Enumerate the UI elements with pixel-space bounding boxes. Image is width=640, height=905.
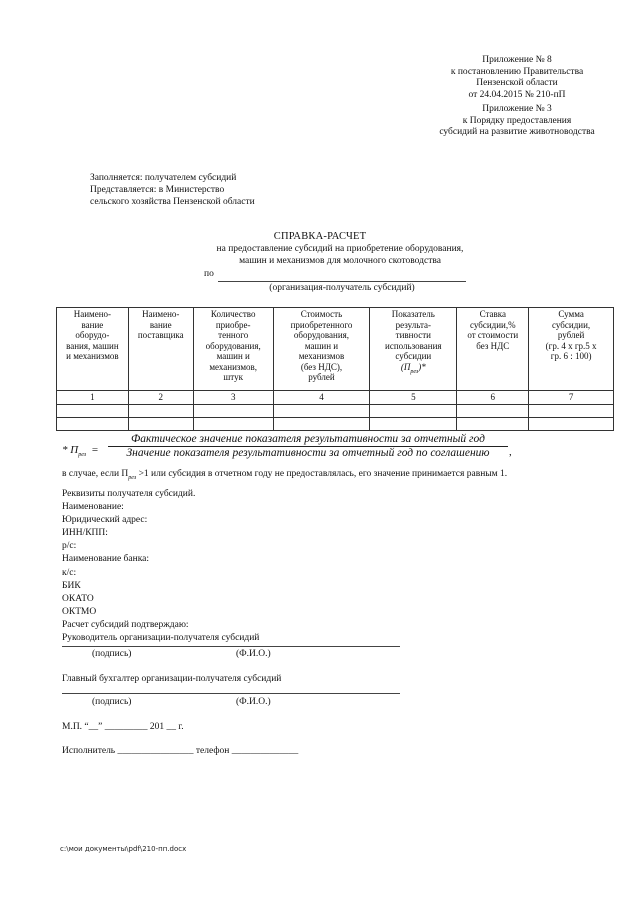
table-cell[interactable] bbox=[128, 417, 193, 430]
accountant-signature-caption: (подпись) bbox=[92, 697, 132, 707]
appendix-header bbox=[392, 55, 640, 139]
header-cost: Стоимость приобретенного оборудования, машин и механизмов (без НДС), рублей bbox=[273, 308, 370, 391]
table-cell[interactable] bbox=[193, 417, 273, 430]
table-cell[interactable] bbox=[57, 417, 129, 430]
appendix-region: Пензенской области bbox=[476, 78, 558, 88]
appendix-number: Приложение № 8 bbox=[482, 55, 552, 65]
column-number: 4 bbox=[273, 391, 370, 405]
document-title: СПРАВКА-РАСЧЕТ bbox=[273, 231, 367, 242]
oktmo-label: ОКТМО bbox=[62, 606, 97, 617]
table-cell[interactable] bbox=[57, 404, 129, 417]
fill-info bbox=[90, 172, 255, 208]
requisites-block bbox=[62, 488, 259, 645]
appendix-sub-number: Приложение № 3 bbox=[482, 104, 552, 114]
name-field-label: Наименование: bbox=[62, 502, 124, 513]
subtitle-line-2: машин и механизмов для молочного скотоводства bbox=[239, 255, 441, 266]
inn-kpp-label: ИНН/КПП: bbox=[62, 528, 108, 539]
formula-fraction bbox=[108, 433, 508, 459]
appendix-date: от 24.04.2015 № 210-пП bbox=[468, 89, 566, 100]
header-rate: Ставка субсидии,% от стоимости без НДС bbox=[457, 308, 529, 391]
column-number: 2 bbox=[128, 391, 193, 405]
account-label: р/с: bbox=[62, 541, 77, 552]
bank-name-label: Наименование банка: bbox=[62, 554, 150, 565]
column-number: 5 bbox=[370, 391, 457, 405]
bik-label: БИК bbox=[62, 580, 81, 591]
header-sum: Сумма субсидии, рублей (гр. 4 х гр.5 х гр. 6 : 100) bbox=[529, 308, 614, 391]
column-number: 6 bbox=[457, 391, 529, 405]
stamp-date: М.П. “__” _________ 201 __ г. bbox=[62, 722, 184, 732]
appendix-decree: к постановлению Правительства bbox=[450, 66, 584, 77]
executor-phone: Исполнитель ________________ телефон ______________ bbox=[62, 746, 299, 756]
column-number: 7 bbox=[529, 391, 614, 405]
ministry-name: сельского хозяйства Пензенской области bbox=[90, 197, 255, 207]
table-cell[interactable] bbox=[457, 417, 529, 430]
okato-label: ОКАТО bbox=[62, 593, 94, 604]
accountant-fio-caption: (Ф.И.О.) bbox=[236, 697, 271, 707]
table-cell[interactable] bbox=[370, 404, 457, 417]
submitted-to: Представляется: в Министерство bbox=[90, 185, 225, 195]
header-equipment: Наимено- вание оборудо- вания, машин и механизмов bbox=[57, 308, 129, 391]
accountant-label: Главный бухгалтер организации-получателя субсидий bbox=[62, 674, 282, 684]
calculation-table bbox=[56, 307, 614, 431]
head-label: Руководитель организации-получателя субсидий bbox=[62, 633, 260, 644]
table-cell[interactable] bbox=[273, 404, 370, 417]
appendix-procedure: к Порядку предоставления bbox=[462, 115, 572, 126]
legal-address-label: Юридический адрес: bbox=[62, 515, 148, 526]
subtitle-line-1: на предоставление субсидий на приобретение оборудования, bbox=[216, 244, 464, 254]
head-fio-caption: (Ф.И.О.) bbox=[236, 649, 271, 659]
organization-line bbox=[218, 281, 466, 282]
appendix-subject: субсидий на развитие животноводства bbox=[439, 127, 595, 137]
head-signature-line bbox=[62, 646, 400, 647]
table-header-row bbox=[57, 308, 614, 391]
requisites-heading: Реквизиты получателя субсидий. bbox=[62, 489, 196, 499]
organization-caption: (организация-получатель субсидий) bbox=[269, 283, 415, 293]
table-cell[interactable] bbox=[273, 417, 370, 430]
table-number-row bbox=[57, 391, 614, 405]
formula-comma: , bbox=[509, 446, 512, 458]
by-label: по bbox=[204, 269, 214, 279]
formula-denominator: Значение показателя результативности за отчетный год по соглашению bbox=[126, 447, 490, 459]
header-indicator: Показатель результа- тивности использования субсидии $(П_{рез})*$ bbox=[370, 308, 457, 391]
header-quantity: Количество приобре- тенного оборудования, машин и механизмов, штук bbox=[193, 308, 273, 391]
header-supplier: Наимено- вание поставщика bbox=[128, 308, 193, 391]
table-cell[interactable] bbox=[529, 404, 614, 417]
confirm-label: Расчет субсидий подтверждаю: bbox=[62, 619, 189, 630]
table-cell[interactable] bbox=[370, 417, 457, 430]
table-row bbox=[57, 404, 614, 417]
table-cell[interactable] bbox=[128, 404, 193, 417]
file-path: c:\мои документы\pdf\210-пп.docx bbox=[60, 845, 187, 853]
column-number: 1 bbox=[57, 391, 129, 405]
formula-lhs: * $П_{рез}$ = bbox=[62, 444, 99, 459]
table-cell[interactable] bbox=[529, 417, 614, 430]
filled-by: Заполняется: получателем субсидий bbox=[90, 173, 237, 183]
head-signature-caption: (подпись) bbox=[92, 649, 132, 659]
formula-numerator: Фактическое значение показателя результативности за отчетный год bbox=[108, 433, 508, 447]
column-number: 3 bbox=[193, 391, 273, 405]
document-subtitle bbox=[130, 244, 550, 267]
formula-note: в случае, если $П_{рез} >1$ или субсидия в отчетном году не предоставлялась, его значение принимается равным 1. bbox=[62, 469, 508, 481]
table-row bbox=[57, 417, 614, 430]
table-cell[interactable] bbox=[193, 404, 273, 417]
corr-account-label: к/с: bbox=[62, 567, 77, 578]
table-cell[interactable] bbox=[457, 404, 529, 417]
accountant-signature-line bbox=[62, 693, 400, 694]
